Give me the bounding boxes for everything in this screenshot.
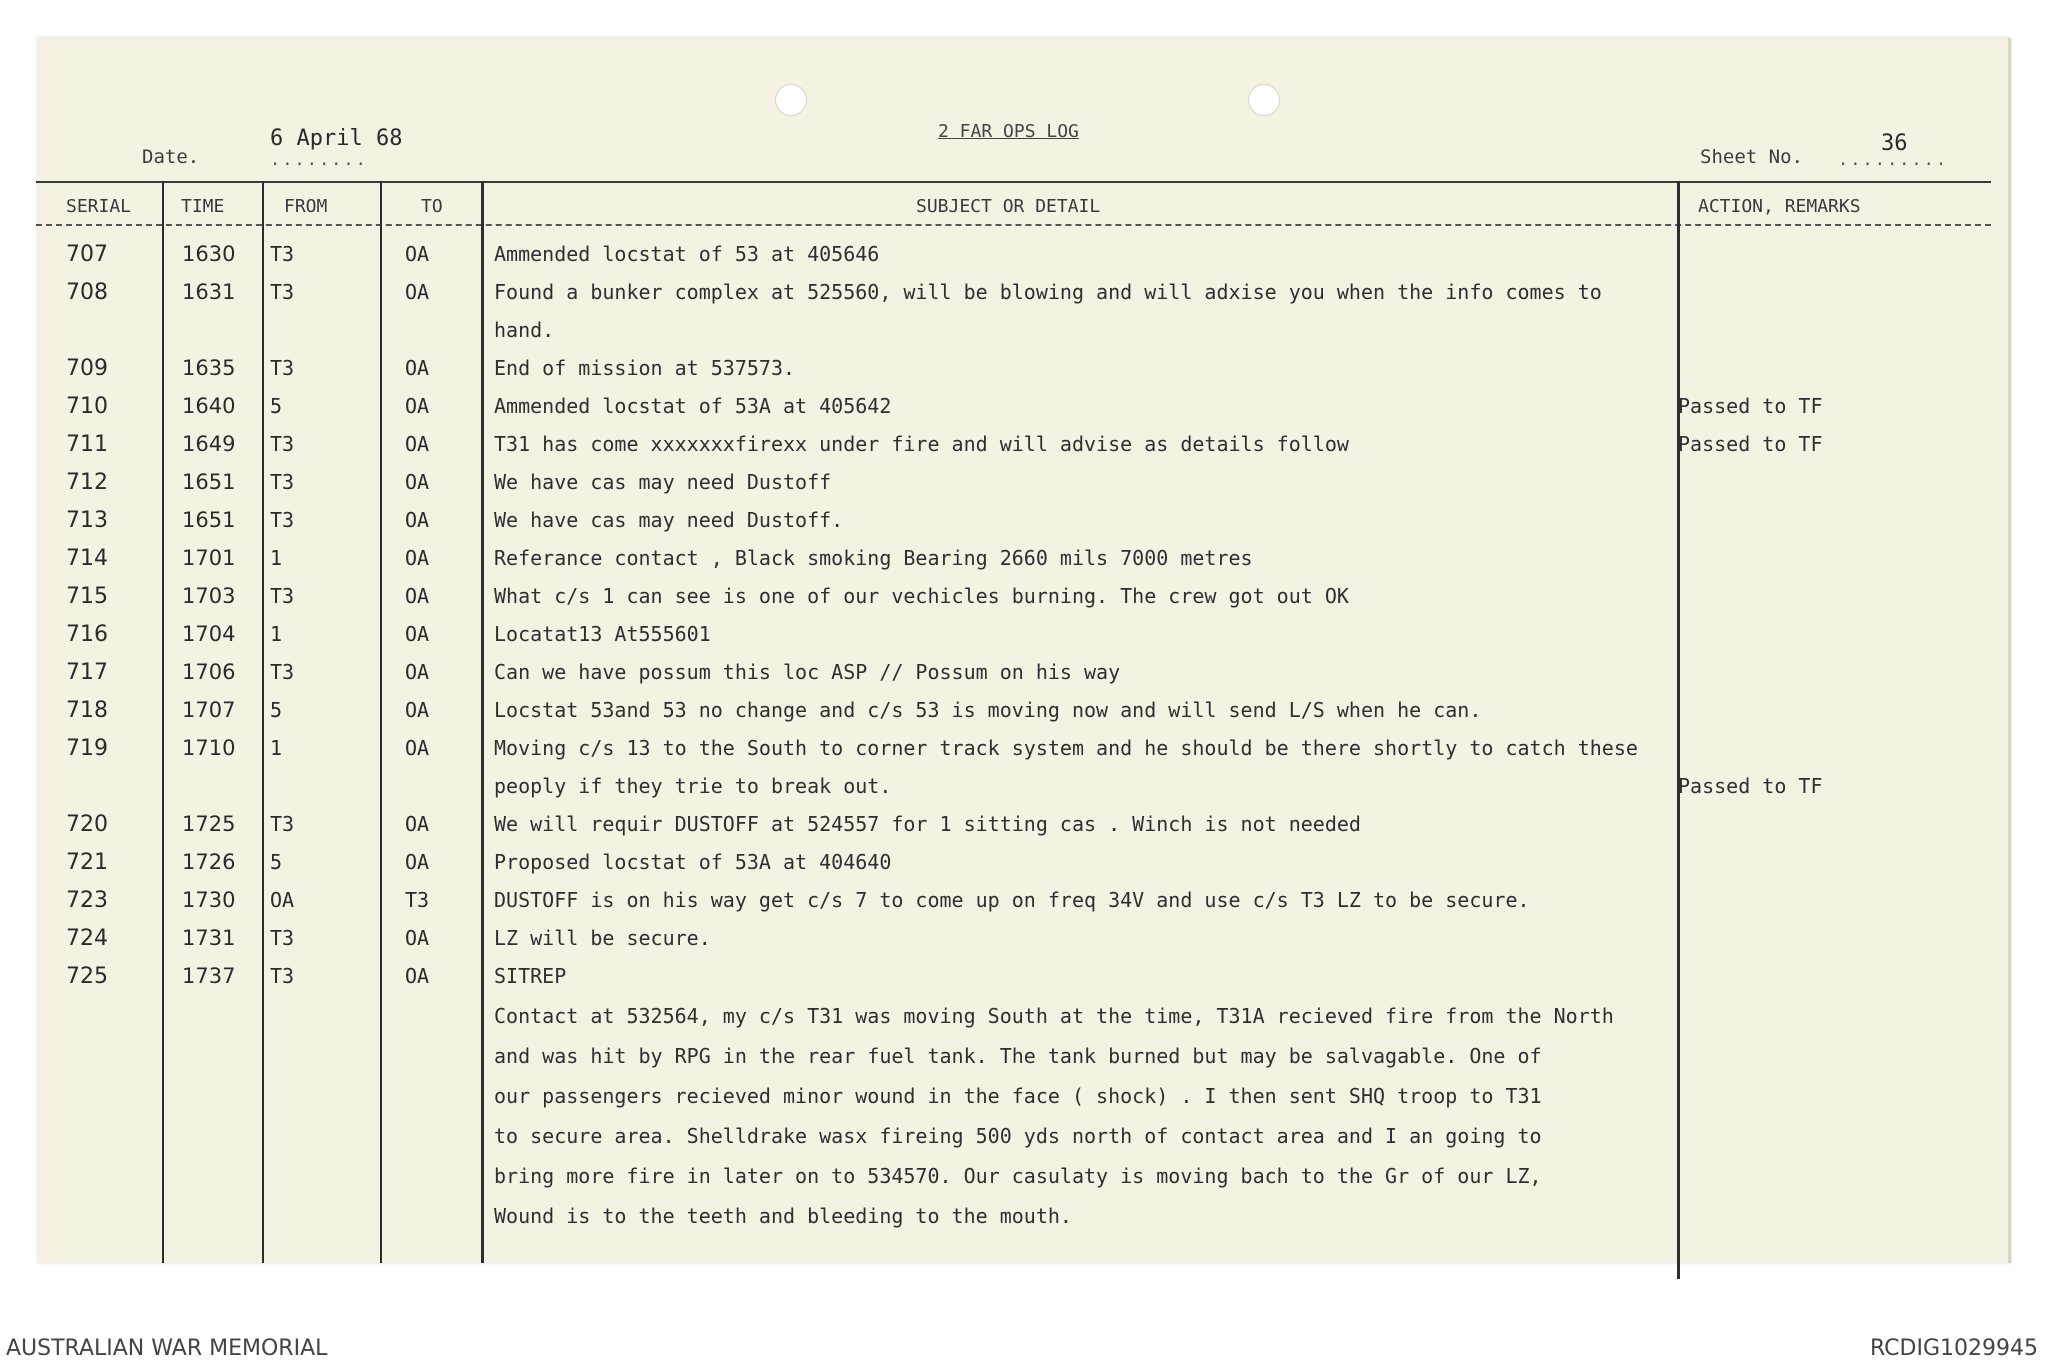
log-row bbox=[38, 808, 2008, 846]
detail-cell: We have cas may need Dustoff. bbox=[494, 508, 844, 532]
from-cell: 5 bbox=[270, 698, 283, 722]
time-cell: 1649 bbox=[182, 432, 236, 456]
time-cell: 1701 bbox=[182, 546, 236, 570]
col-header-to: TO bbox=[421, 196, 443, 217]
log-sheet bbox=[38, 38, 2011, 1263]
log-row bbox=[38, 352, 2008, 390]
serial-cell: 709 bbox=[66, 356, 108, 381]
detail-cell: We will requir DUSTOFF at 524557 for 1 sitting cas . Winch is not needed bbox=[494, 812, 1361, 836]
detail-cell: Proposed locstat of 53A at 404640 bbox=[494, 850, 892, 874]
to-cell: OA bbox=[405, 356, 430, 380]
serial-cell: 708 bbox=[66, 280, 108, 305]
detail-cell: Can we have possum this loc ASP // Possum on his way bbox=[494, 660, 1121, 684]
from-cell: T3 bbox=[270, 242, 295, 266]
from-cell: T3 bbox=[270, 508, 295, 532]
serial-cell: 712 bbox=[66, 470, 108, 495]
serial-cell: 714 bbox=[66, 546, 108, 571]
time-cell: 1707 bbox=[182, 698, 236, 722]
time-cell: 1710 bbox=[182, 736, 236, 760]
detail-cell: Moving c/s 13 to the South to corner track system and he should be there shortly to catch these bbox=[494, 736, 1638, 760]
log-row bbox=[38, 238, 2008, 276]
serial-cell: 716 bbox=[66, 622, 108, 647]
log-row bbox=[38, 428, 2008, 466]
from-cell: T3 bbox=[270, 964, 295, 988]
log-row bbox=[38, 314, 2008, 352]
serial-cell: 711 bbox=[66, 432, 108, 457]
log-row bbox=[38, 466, 2008, 504]
serial-cell: 707 bbox=[66, 242, 108, 267]
to-cell: OA bbox=[405, 508, 430, 532]
serial-cell: 721 bbox=[66, 850, 108, 875]
serial-cell: 713 bbox=[66, 508, 108, 533]
from-cell: 5 bbox=[270, 850, 283, 874]
time-cell: 1640 bbox=[182, 394, 236, 418]
from-cell: OA bbox=[270, 888, 295, 912]
sitrep-line: our passengers recieved minor wound in the face ( shock) . I then sent SHQ troop to T31 bbox=[494, 1084, 1542, 1108]
to-cell: OA bbox=[405, 622, 430, 646]
to-cell: OA bbox=[405, 736, 430, 760]
footer-archive-name: AUSTRALIAN WAR MEMORIAL bbox=[6, 1336, 328, 1361]
detail-cell: T31 has come xxxxxxxfirexx under fire and will advise as details follow bbox=[494, 432, 1349, 456]
log-row bbox=[38, 846, 2008, 884]
sitrep-line: Wound is to the teeth and bleeding to the mouth. bbox=[494, 1204, 1072, 1228]
col-header-time: TIME bbox=[181, 196, 225, 217]
time-cell: 1651 bbox=[182, 470, 236, 494]
log-row bbox=[38, 580, 2008, 618]
log-row bbox=[38, 922, 2008, 960]
time-cell: 1703 bbox=[182, 584, 236, 608]
detail-cell: hand. bbox=[494, 318, 555, 342]
to-cell: OA bbox=[405, 546, 430, 570]
serial-cell: 715 bbox=[66, 584, 108, 609]
col-header-serial: SERIAL bbox=[66, 196, 132, 217]
action-cell: Passed to TF bbox=[1678, 774, 1823, 798]
detail-cell: LZ will be secure. bbox=[494, 926, 711, 950]
time-cell: 1730 bbox=[182, 888, 236, 912]
detail-cell: End of mission at 537573. bbox=[494, 356, 796, 380]
to-cell: OA bbox=[405, 432, 430, 456]
time-cell: 1737 bbox=[182, 964, 236, 988]
time-cell: 1651 bbox=[182, 508, 236, 532]
col-header-from: FROM bbox=[284, 196, 328, 217]
serial-cell: 724 bbox=[66, 926, 108, 951]
to-cell: T3 bbox=[405, 888, 430, 912]
detail-cell: Ammended locstat of 53A at 405642 bbox=[494, 394, 892, 418]
detail-cell: Referance contact , Black smoking Bearing 2660 mils 7000 metres bbox=[494, 546, 1253, 570]
time-cell: 1635 bbox=[182, 356, 236, 380]
detail-cell: Locstat 53and 53 no change and c/s 53 is moving now and will send L/S when he can. bbox=[494, 698, 1482, 722]
from-cell: T3 bbox=[270, 812, 295, 836]
detail-cell: Locatat13 At555601 bbox=[494, 622, 711, 646]
from-cell: 1 bbox=[270, 736, 283, 760]
date-dots: ........ bbox=[270, 150, 368, 170]
header-bottom-rule bbox=[36, 224, 1991, 226]
time-cell: 1704 bbox=[182, 622, 236, 646]
punch-hole-right bbox=[1248, 84, 1280, 116]
to-cell: OA bbox=[405, 698, 430, 722]
log-row bbox=[38, 694, 2008, 732]
from-cell: T3 bbox=[270, 280, 295, 304]
date-value: 6 April 68 bbox=[270, 126, 403, 151]
sheet-value: 36 bbox=[1881, 131, 1908, 156]
to-cell: OA bbox=[405, 926, 430, 950]
to-cell: OA bbox=[405, 242, 430, 266]
to-cell: OA bbox=[405, 812, 430, 836]
log-title: 2 FAR OPS LOG bbox=[938, 121, 1079, 142]
from-cell: 1 bbox=[270, 546, 283, 570]
from-cell: T3 bbox=[270, 432, 295, 456]
from-cell: T3 bbox=[270, 926, 295, 950]
log-row bbox=[38, 542, 2008, 580]
from-cell: T3 bbox=[270, 660, 295, 684]
time-cell: 1630 bbox=[182, 242, 236, 266]
to-cell: OA bbox=[405, 964, 430, 988]
serial-cell: 720 bbox=[66, 812, 108, 837]
log-row bbox=[38, 390, 2008, 428]
serial-cell: 710 bbox=[66, 394, 108, 419]
serial-cell: 723 bbox=[66, 888, 108, 913]
detail-cell: What c/s 1 can see is one of our vechicles burning. The crew got out OK bbox=[494, 584, 1349, 608]
log-row bbox=[38, 732, 2008, 770]
sitrep-line: Contact at 532564, my c/s T31 was moving South at the time, T31A recieved fire from the North bbox=[494, 1004, 1614, 1028]
log-row bbox=[38, 884, 2008, 922]
header-top-rule bbox=[36, 181, 1991, 183]
time-cell: 1631 bbox=[182, 280, 236, 304]
action-cell: Passed to TF bbox=[1678, 394, 1823, 418]
from-cell: 5 bbox=[270, 394, 283, 418]
serial-cell: 719 bbox=[66, 736, 108, 761]
detail-cell: Ammended locstat of 53 at 405646 bbox=[494, 242, 880, 266]
log-row bbox=[38, 618, 2008, 656]
sitrep-line: to secure area. Shelldrake wasx fireing 500 yds north of contact area and I an going to bbox=[494, 1124, 1542, 1148]
to-cell: OA bbox=[405, 280, 430, 304]
time-cell: 1731 bbox=[182, 926, 236, 950]
serial-cell: 717 bbox=[66, 660, 108, 685]
time-cell: 1726 bbox=[182, 850, 236, 874]
detail-cell: DUSTOFF is on his way get c/s 7 to come up on freq 34V and use c/s T3 LZ to be secure. bbox=[494, 888, 1530, 912]
to-cell: OA bbox=[405, 850, 430, 874]
log-row bbox=[38, 656, 2008, 694]
from-cell: T3 bbox=[270, 470, 295, 494]
sheet-dots: ......... bbox=[1838, 150, 1949, 170]
serial-cell: 718 bbox=[66, 698, 108, 723]
detail-cell: SITREP bbox=[494, 964, 567, 988]
to-cell: OA bbox=[405, 584, 430, 608]
from-cell: T3 bbox=[270, 356, 295, 380]
to-cell: OA bbox=[405, 394, 430, 418]
date-label: Date. bbox=[142, 146, 200, 168]
from-cell: T3 bbox=[270, 584, 295, 608]
to-cell: OA bbox=[405, 660, 430, 684]
sheet-label: Sheet No. bbox=[1700, 146, 1803, 168]
log-row bbox=[38, 276, 2008, 314]
to-cell: OA bbox=[405, 470, 430, 494]
sitrep-line: and was hit by RPG in the rear fuel tank. The tank burned but may be salvagable. One of bbox=[494, 1044, 1542, 1068]
log-row bbox=[38, 960, 2008, 998]
col-header-subject: SUBJECT OR DETAIL bbox=[916, 196, 1101, 217]
punch-hole-left bbox=[775, 84, 807, 116]
col-header-action: ACTION, REMARKS bbox=[1698, 196, 1861, 217]
detail-cell: peoply if they trie to break out. bbox=[494, 774, 892, 798]
detail-cell: Found a bunker complex at 525560, will be blowing and will adxise you when the info comes to bbox=[494, 280, 1602, 304]
action-cell: Passed to TF bbox=[1678, 432, 1823, 456]
serial-cell: 725 bbox=[66, 964, 108, 989]
time-cell: 1725 bbox=[182, 812, 236, 836]
sitrep-line: bring more fire in later on to 534570. Our casulaty is moving bach to the Gr of our LZ, bbox=[494, 1164, 1542, 1188]
time-cell: 1706 bbox=[182, 660, 236, 684]
log-row bbox=[38, 504, 2008, 542]
footer-record-id: RCDIG1029945 bbox=[1869, 1336, 2038, 1361]
detail-cell: We have cas may need Dustoff bbox=[494, 470, 832, 494]
from-cell: 1 bbox=[270, 622, 283, 646]
log-row bbox=[38, 770, 2008, 808]
